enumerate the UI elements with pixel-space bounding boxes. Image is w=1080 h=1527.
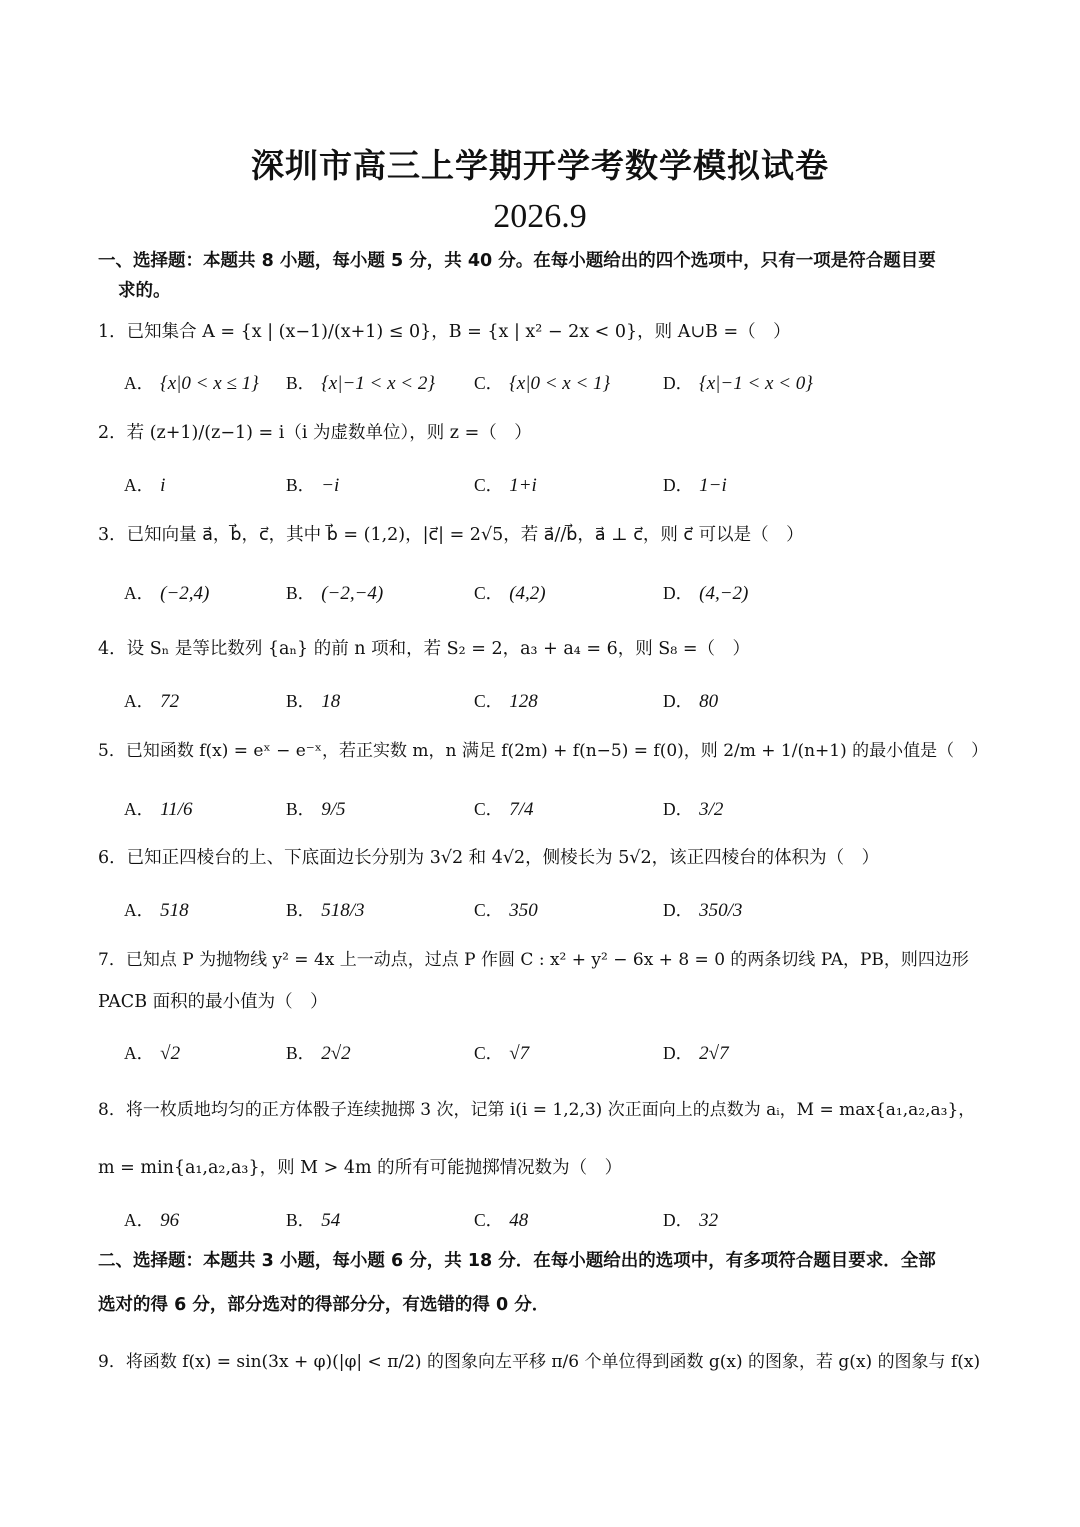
question-7-line-2 <box>98 987 988 1017</box>
option-b: B． 18 <box>286 691 341 712</box>
question-text: m = min{a₁,a₂,a₃}，则 M > 4m 的所有可能抛掷情况数为（ ） <box>98 1158 623 1178</box>
option-d: D． {x|−1 < x < 0} <box>663 373 813 394</box>
question-number: 1． <box>98 322 127 342</box>
section-1-line-2: 求的。 <box>118 281 171 301</box>
options-1 <box>124 370 988 410</box>
option-d: D． 350/3 <box>663 900 743 921</box>
option-c: C． {x|0 < x < 1} <box>474 373 611 394</box>
option-c: C． 350 <box>474 900 538 921</box>
question-number: 2． <box>98 423 127 443</box>
question-text: 已知集合 A = {x | (x−1)/(x+1) ≤ 0}，B = {x | x² − 2x < 0}，则 A∪B =（ ） <box>126 322 791 342</box>
question-text: 已知向量 a⃗，b⃗，c⃗，其中 b⃗ = (1,2)，|c⃗| = 2√5，若 a⃗//b⃗，a⃗ ⊥ c⃗，则 c⃗ 可以是（ ） <box>126 525 804 545</box>
option-d: D． 80 <box>663 691 719 712</box>
section-2-heading <box>98 1246 988 1320</box>
option-a: A． {x|0 < x ≤ 1} <box>124 373 259 394</box>
options-8 <box>124 1207 988 1247</box>
option-b: B． {x|−1 < x < 2} <box>286 373 435 394</box>
question-3 <box>98 520 988 550</box>
option-a: A． √2 <box>124 1043 181 1064</box>
option-c: C． 128 <box>474 691 538 712</box>
option-a: A． 11/6 <box>124 799 193 820</box>
section-1-line-1: 一、选择题：本题共 8 小题，每小题 5 分，共 40 分。在每小题给出的四个选项中，只有一项是符合题目要 <box>98 251 936 271</box>
options-6 <box>124 897 988 937</box>
option-b: B． −i <box>286 475 340 496</box>
options-2 <box>124 472 988 512</box>
section-2-line-2: 选对的得 6 分，部分选对的得部分分，有选错的得 0 分． <box>98 1295 550 1315</box>
section-1-heading <box>98 246 988 306</box>
question-number: 5． <box>98 741 126 761</box>
page-subtitle: 2026.9 <box>493 198 587 235</box>
question-6 <box>98 843 988 873</box>
question-text: 已知点 P 为抛物线 y² = 4x 上一动点，过点 P 作圆 C : x² + y² − 6x + 8 = 0 的两条切线 PA，PB，则四边形 <box>125 950 969 970</box>
question-text: 设 Sₙ 是等比数列 {aₙ} 的前 n 项和，若 S₂ = 2，a₃ + a₄ = 6，则 S₈ =（ ） <box>126 639 751 659</box>
option-c: C． (4,2) <box>474 583 546 604</box>
option-d: D． 3/2 <box>663 799 724 820</box>
page-title: 深圳市高三上学期开学考数学模拟试卷 <box>251 146 829 185</box>
question-2 <box>98 418 988 448</box>
option-d: D． (4,−2) <box>663 583 749 604</box>
question-4 <box>98 634 988 664</box>
option-b: B． 2√2 <box>286 1043 351 1064</box>
question-number: 7． <box>98 950 126 970</box>
option-a: A． (−2,4) <box>124 583 210 604</box>
option-c: C． 48 <box>474 1210 529 1231</box>
question-number: 4． <box>98 639 127 659</box>
option-a: A． i <box>124 475 166 496</box>
question-9 <box>98 1347 988 1377</box>
section-2-line-1: 二、选择题：本题共 3 小题，每小题 6 分，共 18 分．在每小题给出的选项中，有多项符合题目要求．全部 <box>98 1251 936 1271</box>
question-7 <box>98 945 988 975</box>
question-number: 3． <box>98 525 127 545</box>
option-b: B． 54 <box>286 1210 341 1231</box>
options-3 <box>124 580 988 620</box>
question-number: 9． <box>98 1352 126 1372</box>
question-8 <box>98 1095 988 1125</box>
option-d: D． 2√7 <box>663 1043 729 1064</box>
question-text: 若 (z+1)/(z−1) = i（i 为虚数单位），则 z =（ ） <box>126 423 532 443</box>
option-b: B． 518/3 <box>286 900 365 921</box>
option-d: D． 1−i <box>663 475 727 496</box>
option-c: C． 7/4 <box>474 799 534 820</box>
question-1 <box>98 317 988 347</box>
options-5 <box>124 796 988 836</box>
question-text: PACB 面积的最小值为（ ） <box>98 992 328 1012</box>
option-a: A． 96 <box>124 1210 180 1231</box>
option-d: D． 32 <box>663 1210 719 1231</box>
question-text: 将一枚质地均匀的正方体骰子连续抛掷 3 次，记第 i(i = 1,2,3) 次正面向上的点数为 aᵢ，M = max{a₁,a₂,a₃}， <box>125 1100 976 1120</box>
option-c: C． 1+i <box>474 475 537 496</box>
question-text: 已知正四棱台的上、下底面边长分别为 3√2 和 4√2，侧棱长为 5√2，该正四棱台的体积为（ ） <box>126 848 880 868</box>
options-7 <box>124 1040 988 1080</box>
question-text: 已知函数 f(x) = eˣ − e⁻ˣ，若正实数 m，n 满足 f(2m) + f(n−5) = f(0)，则 2/m + 1/(n+1) 的最小值是（ ） <box>125 741 989 761</box>
option-c: C． √7 <box>474 1043 530 1064</box>
option-b: B． 9/5 <box>286 799 346 820</box>
question-number: 6． <box>98 848 127 868</box>
option-b: B． (−2,−4) <box>286 583 384 604</box>
option-a: A． 72 <box>124 691 180 712</box>
question-text: 将函数 f(x) = sin(3x + φ)(|φ| < π/2) 的图象向左平移 π/6 个单位得到函数 g(x) 的图象，若 g(x) 的图象与 f(x) <box>125 1352 981 1372</box>
question-number: 8． <box>98 1100 126 1120</box>
option-a: A． 518 <box>124 900 189 921</box>
options-4 <box>124 688 988 728</box>
question-5 <box>98 736 988 766</box>
question-8-line-2 <box>98 1153 988 1183</box>
